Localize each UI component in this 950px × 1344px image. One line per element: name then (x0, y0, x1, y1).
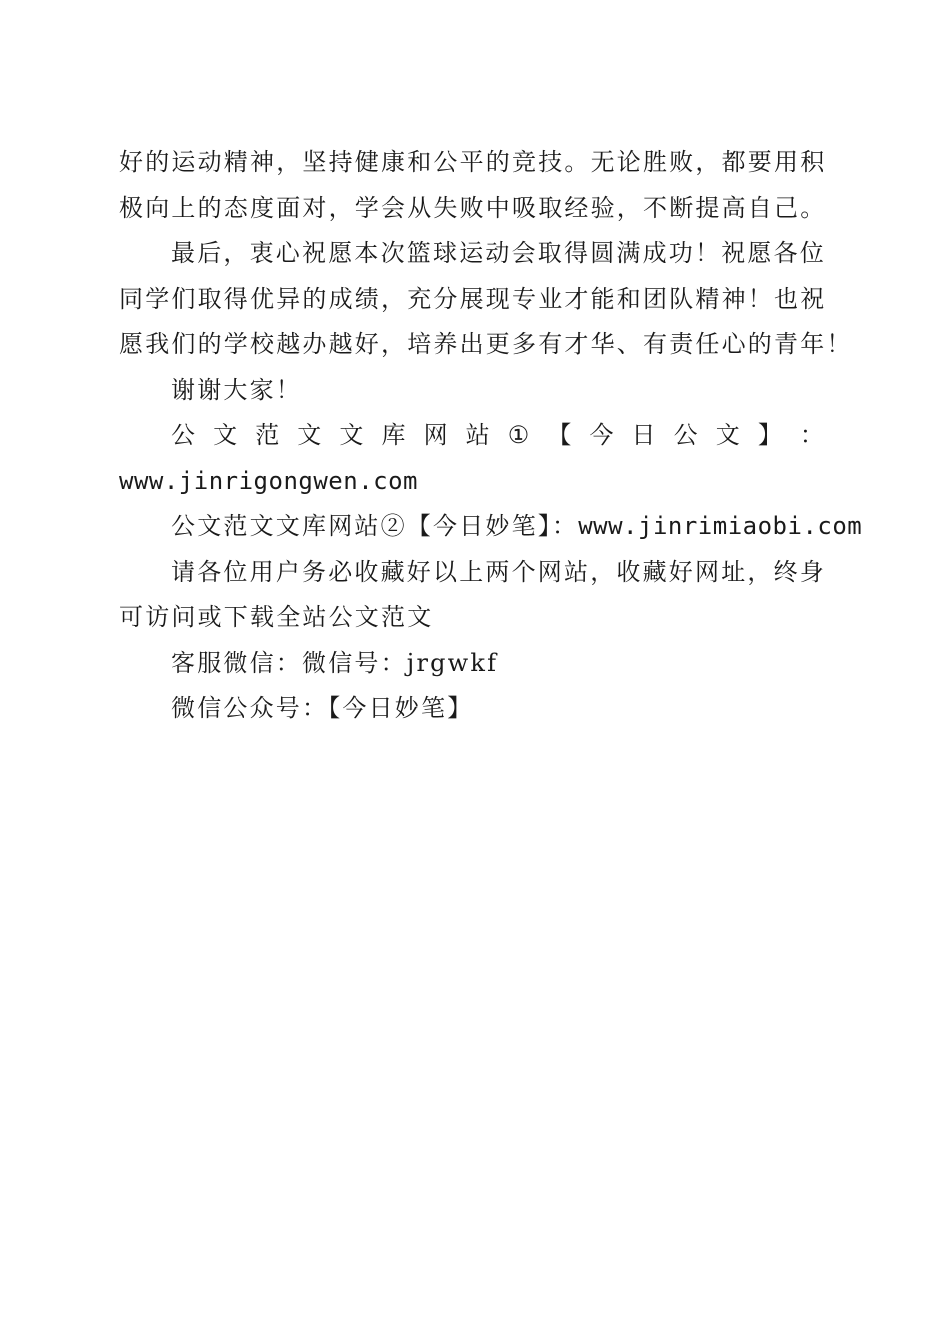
site2-label: 公文范文文库网站②【今日妙笔】： (171, 512, 579, 540)
site1-char: 文 (213, 421, 238, 449)
notice-line: 请各位用户务必收藏好以上两个网站，收藏好网址，终身 (171, 557, 826, 586)
notice-line: 可访问或下载全站公文范文 (119, 603, 434, 631)
site1-char: 文 (715, 421, 740, 449)
site2-url: www.jinrimiaobi.com (578, 512, 863, 540)
site1-char: 文 (339, 421, 364, 449)
site1-char: 【 (547, 421, 572, 449)
site1-url: www.jinrigongwen.com (119, 466, 418, 495)
site1-label (119, 413, 824, 459)
site1-char: ① (507, 421, 530, 449)
site1-char: 范 (255, 421, 280, 449)
document-body (119, 140, 863, 732)
site1-char: 网 (423, 421, 448, 449)
paragraph-line: 极向上的态度面对，学会从失败中吸取经验，不断提高自己。 (119, 193, 827, 222)
site1-char: 站 (465, 421, 490, 449)
paragraph-line: 同学们取得优异的成绩，充分展现专业才能和团队精神！也祝 (119, 284, 827, 313)
site1-char: 库 (381, 421, 406, 449)
closing-thanks: 谢谢大家！ (171, 375, 302, 404)
site1-char: 今 (589, 421, 614, 449)
site1-char: 日 (631, 421, 656, 449)
site1-char: ： (799, 421, 824, 449)
paragraph-line: 好的运动精神，坚持健康和公平的竞技。无论胜败，都要用积 (119, 148, 827, 176)
site1-char: 公 (171, 421, 195, 449)
paragraph-line: 最后，衷心祝愿本次篮球运动会取得圆满成功！祝愿各位 (171, 239, 826, 267)
paragraph-line: 愿我们的学校越办越好，培养出更多有才华、有责任心的青年！ (119, 330, 853, 358)
site1-char: 】 (757, 421, 782, 449)
wechat-official-account: 微信公众号：【今日妙笔】 (171, 694, 474, 722)
site1-char: 公 (673, 421, 698, 449)
site2-line (119, 504, 863, 550)
customer-service-wechat: 客服微信：微信号：jrgwkf (171, 648, 499, 677)
site1-char: 文 (297, 421, 322, 449)
